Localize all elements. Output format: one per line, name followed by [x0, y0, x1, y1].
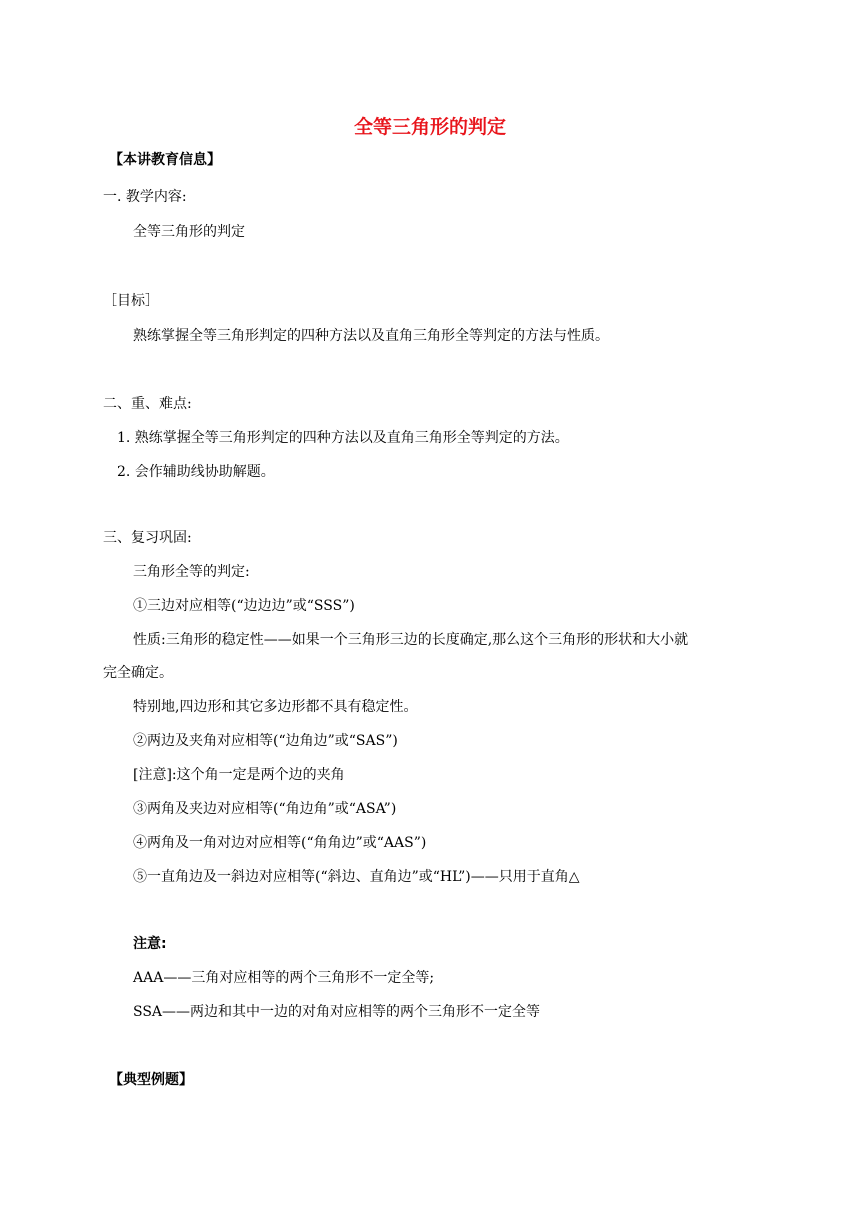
section-header-info: 【本讲教育信息】	[109, 152, 221, 168]
key-points-heading: 二、重、难点:	[103, 396, 192, 412]
review-aas: ④两角及一角对边对应相等(“角角边”或“AAS”)	[133, 835, 427, 851]
content-heading: 一. 教学内容:	[103, 189, 187, 205]
note-heading: 注意:	[133, 936, 167, 952]
note-item: SSA——两边和其中一边的对角对应相等的两个三角形不一定全等	[133, 1004, 541, 1020]
review-hl: ⑤一直角边及一斜边对应相等(“斜边、直角边”或“HL”)——只用于直角△	[133, 869, 580, 885]
section-header-examples: 【典型例题】	[109, 1072, 193, 1088]
review-special: 特别地,四边形和其它多边形都不具有稳定性。	[133, 699, 418, 715]
goal-heading: ［目标］	[103, 293, 159, 309]
key-point-item: 2. 会作辅助线协助解题。	[117, 464, 275, 480]
review-sas: ②两边及夹角对应相等(“边角边”或“SAS”)	[133, 733, 398, 749]
review-property-line2: 完全确定。	[103, 665, 173, 681]
key-point-item: 1. 熟练掌握全等三角形判定的四种方法以及直角三角形全等判定的方法。	[117, 430, 569, 446]
review-sas-note: [注意]:这个角一定是两个边的夹角	[133, 767, 345, 783]
review-intro: 三角形全等的判定:	[133, 564, 250, 580]
note-item: AAA——三角对应相等的两个三角形不一定全等;	[133, 970, 435, 986]
content-text: 全等三角形的判定	[133, 224, 245, 240]
review-property-line1: 性质:三角形的稳定性——如果一个三角形三边的长度确定,那么这个三角形的形状和大小就	[133, 632, 689, 648]
review-heading: 三、复习巩固:	[103, 530, 192, 546]
review-asa: ③两角及夹边对应相等(“角边角”或“ASA”)	[133, 801, 397, 817]
goal-text: 熟练掌握全等三角形判定的四种方法以及直角三角形全等判定的方法与性质。	[133, 328, 609, 344]
review-sss: ①三边对应相等(“边边边”或“SSS”)	[133, 598, 355, 614]
page-title: 全等三角形的判定	[353, 116, 506, 138]
